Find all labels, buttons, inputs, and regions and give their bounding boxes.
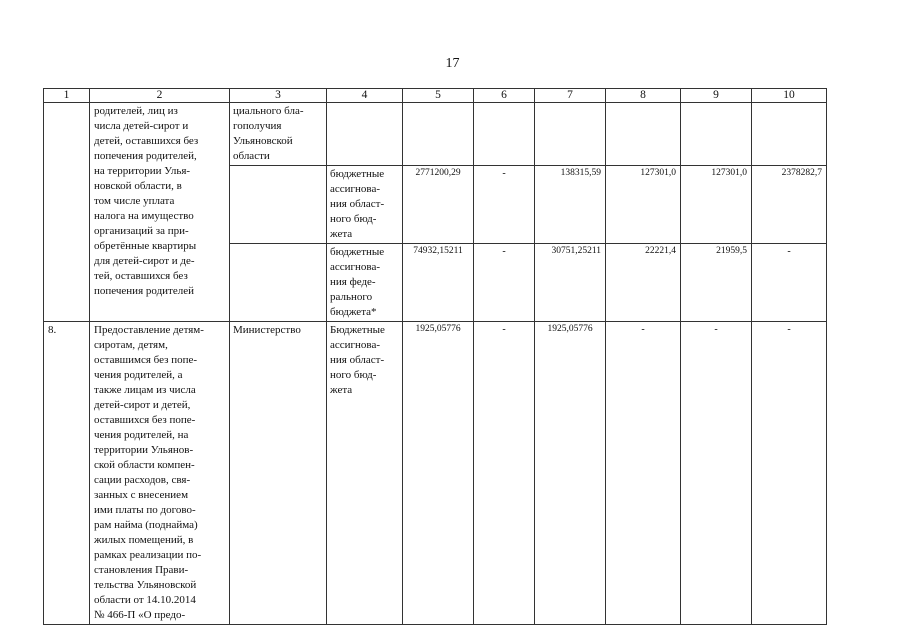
funding-source-cell [327,166,403,244]
empty-cell [606,103,681,166]
text-line: ассигнова- [330,339,381,351]
funding-source-cell [327,244,403,322]
amount-cell: 21959,5 [681,244,752,322]
amount-cell: - [752,322,827,625]
amount-cell: 22221,4 [606,244,681,322]
row7-executor-cell [230,103,327,166]
text-line: организаций за при- [94,225,189,237]
amount-cell: - [474,244,535,322]
header-cell: 4 [327,89,403,103]
text-line: области от 14.10.2014 [94,594,196,606]
funding-source-cell [327,322,403,625]
text-line: попечения родителей, [94,150,197,162]
amount-cell: - [474,166,535,244]
text-line: чения родителей, а [94,369,183,381]
text-line: становления Прави- [94,564,189,576]
text-line: чения родителей, на [94,429,189,441]
empty-cell [535,103,606,166]
empty-cell [752,103,827,166]
header-cell: 7 [535,89,606,103]
header-cell: 6 [474,89,535,103]
text-line: бюджетные [330,168,385,180]
row7-number-cell [44,103,90,322]
table-row [44,103,827,166]
text-line: Предоставление детям- [94,324,204,336]
amount-cell: - [606,322,681,625]
text-line: детей-сирот и детей, [94,399,191,411]
text-line: гополучия [233,120,282,132]
text-line: на территории Улья- [94,165,191,177]
table-row [44,322,827,625]
text-line: обретённые квартиры [94,240,197,252]
text-line: рамках реализации по- [94,549,202,561]
text-line: ими платы по догово- [94,504,196,516]
text-line: тельства Ульяновской [94,579,197,591]
text-line: ния феде- [330,276,376,288]
text-line: детей, оставшихся без [94,135,199,147]
text-line: № 466-П «О предо- [94,609,186,621]
row7-description-cell [90,103,230,322]
empty-cell [230,166,327,244]
text-line: сации расходов, свя- [94,474,191,486]
amount-cell: 2378282,7 [752,166,827,244]
text-line: ного бюд- [330,369,377,381]
text-line: территории Ульянов- [94,444,194,456]
amount-cell: 127301,0 [681,166,752,244]
empty-cell [403,103,474,166]
amount-cell: - [474,322,535,625]
text-line: том числе уплата [94,195,175,207]
empty-cell [681,103,752,166]
amount-cell: 138315,59 [535,166,606,244]
text-line: налога на имущество [94,210,194,222]
text-line: родителей, лиц из [94,105,178,117]
header-cell: 2 [90,89,230,103]
text-line: бюджетные [330,246,385,258]
header-row [44,89,827,103]
amount-cell: 127301,0 [606,166,681,244]
text-line: жилых помещений, в [94,534,194,546]
text-line: ассигнова- [330,261,381,273]
text-line: для детей-сирот и де- [94,255,195,267]
text-line: Ульяновской [233,135,293,147]
text-line: оставшихся без попе- [94,414,196,426]
text-line: жета [330,228,353,240]
text-line: ния област- [330,198,385,210]
amount-cell: 1925,05776 [535,322,606,625]
text-line: области [233,150,270,162]
empty-cell [230,244,327,322]
total-amount-cell: 74932,15211 [403,244,474,322]
header-cell: 5 [403,89,474,103]
text-line: ного бюд- [330,213,377,225]
amount-cell: - [752,244,827,322]
text-line: сиротам, детям, [94,339,168,351]
amount-cell: - [681,322,752,625]
budget-table [43,88,827,625]
text-line: тей, оставшихся без [94,270,188,282]
header-cell: 1 [44,89,90,103]
header-cell: 3 [230,89,327,103]
text-line: также лицам из числа [94,384,196,396]
text-line: ской области компен- [94,459,195,471]
row8-number-cell: 8. [44,322,90,625]
total-amount-cell: 1925,05776 [403,322,474,625]
text-line: ния област- [330,354,385,366]
text-line: занных с внесением [94,489,189,501]
header-cell: 8 [606,89,681,103]
row8-executor-cell: Министерство [230,322,327,625]
text-line: новской области, в [94,180,182,192]
text-line: попечения родителей [94,285,194,297]
text-line: числа детей-сирот и [94,120,189,132]
text-line: рам найма (поднайма) [94,519,198,531]
header-cell: 10 [752,89,827,103]
header-cell: 9 [681,89,752,103]
row8-description-cell [90,322,230,625]
text-line: жета [330,384,353,396]
text-line: оставшимся без попе- [94,354,198,366]
text-line: ассигнова- [330,183,381,195]
text-line: циального бла- [233,105,304,117]
page-number: 17 [445,56,460,71]
text-line: Бюджетные [330,324,385,336]
text-line: рального [330,291,373,303]
amount-cell: 30751,25211 [535,244,606,322]
empty-cell [474,103,535,166]
text-line: бюджета* [330,306,377,318]
total-amount-cell: 2771200,29 [403,166,474,244]
empty-cell [327,103,403,166]
